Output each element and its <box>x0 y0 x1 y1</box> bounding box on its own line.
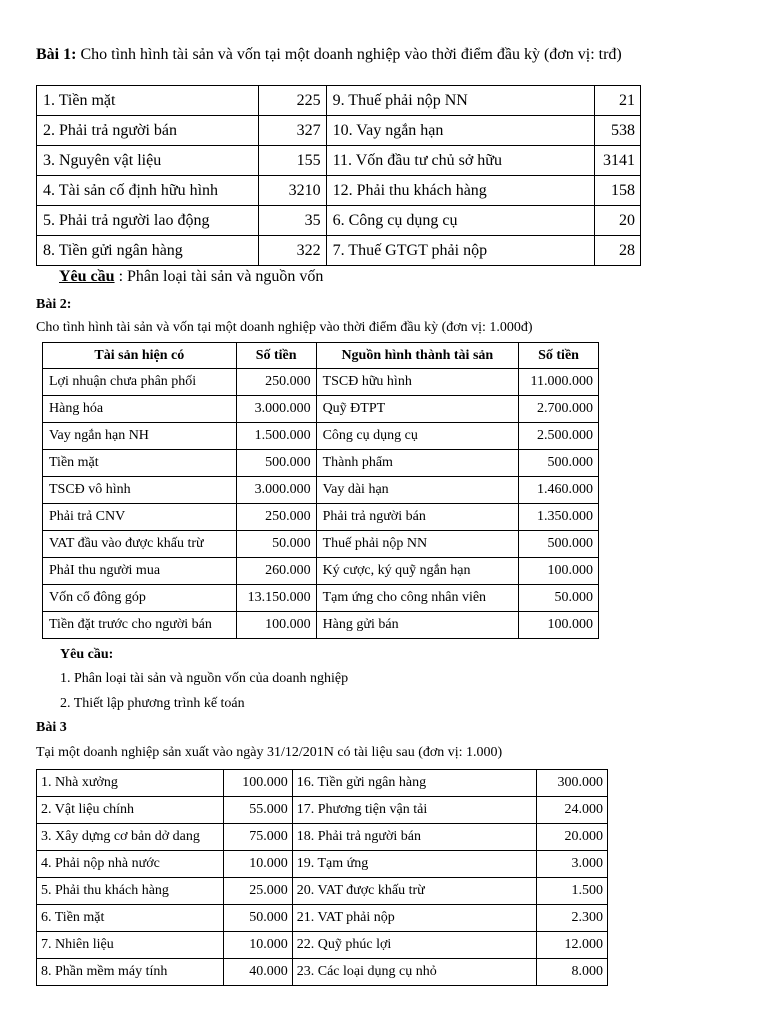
table-row <box>37 905 608 932</box>
item-name-cell: 3. Xây dựng cơ bản dở dang <box>37 824 224 851</box>
item-name-cell: 20. VAT được khấu trừ <box>292 878 536 905</box>
amount-cell: 3.000.000 <box>236 396 316 423</box>
table-row <box>37 86 641 116</box>
bai1-req-label: Yêu cầu <box>59 268 115 285</box>
item-name-cell: 5. Phải trả người lao động <box>37 206 259 236</box>
item-name-cell: Vay dài hạn <box>316 477 519 504</box>
amount-cell: 250.000 <box>236 369 316 396</box>
item-name-cell: 17. Phương tiện vận tải <box>292 797 536 824</box>
item-name-cell: PhảI thu người mua <box>43 558 237 585</box>
bai1-label: Bài 1: <box>36 46 77 63</box>
item-name-cell: 16. Tiền gửi ngân hàng <box>292 770 536 797</box>
amount-cell: 2.500.000 <box>519 423 599 450</box>
item-name-cell: Thành phẩm <box>316 450 519 477</box>
amount-cell: 40.000 <box>223 959 292 986</box>
bai2-req-item-2: 2. Thiết lập phương trình kế toán <box>60 696 245 711</box>
table-row <box>43 477 599 504</box>
item-name-cell: Hàng hóa <box>43 396 237 423</box>
bai3-heading: Bài 3 <box>36 720 67 735</box>
amount-cell: 1.500 <box>537 878 608 905</box>
amount-cell: 21 <box>595 86 641 116</box>
amount-cell: 100.000 <box>519 612 599 639</box>
table-row <box>43 450 599 477</box>
amount-cell: 260.000 <box>236 558 316 585</box>
item-name-cell: Tiền mặt <box>43 450 237 477</box>
item-name-cell: 18. Phải trả người bán <box>292 824 536 851</box>
amount-cell: 250.000 <box>236 504 316 531</box>
amount-cell: 1.350.000 <box>519 504 599 531</box>
amount-cell: 50.000 <box>223 905 292 932</box>
table-row <box>43 396 599 423</box>
amount-cell: 50.000 <box>519 585 599 612</box>
table-row <box>37 932 608 959</box>
bai1-req-text: : Phân loại tài sản và nguồn vốn <box>114 268 324 285</box>
table-row <box>37 146 641 176</box>
column-header: Nguồn hình thành tài sản <box>316 343 519 369</box>
table-row <box>43 423 599 450</box>
bai2-req-heading: Yêu cầu: <box>60 647 114 662</box>
table-row <box>37 770 608 797</box>
item-name-cell: 5. Phải thu khách hàng <box>37 878 224 905</box>
amount-cell: 28 <box>595 236 641 266</box>
column-header: Số tiền <box>236 343 316 369</box>
item-name-cell: 23. Các loại dụng cụ nhỏ <box>292 959 536 986</box>
item-name-cell: Tiền đặt trước cho người bán <box>43 612 237 639</box>
item-name-cell: 10. Vay ngắn hạn <box>326 116 594 146</box>
item-name-cell: 3. Nguyên vật liệu <box>37 146 259 176</box>
amount-cell: 3210 <box>258 176 326 206</box>
bai2-table <box>42 342 599 639</box>
amount-cell: 155 <box>258 146 326 176</box>
table-row <box>37 797 608 824</box>
table-row <box>43 585 599 612</box>
bai2-req-item-1: 1. Phân loại tài sản và nguồn vốn của doanh nghiệp <box>60 671 349 686</box>
table-row <box>37 236 641 266</box>
bai2-heading: Bài 2: <box>36 297 72 312</box>
column-header: Tài sản hiện có <box>43 343 237 369</box>
amount-cell: 500.000 <box>519 450 599 477</box>
item-name-cell: 11. Vốn đầu tư chủ sở hữu <box>326 146 594 176</box>
table-row <box>37 851 608 878</box>
amount-cell: 50.000 <box>236 531 316 558</box>
table-row <box>37 959 608 986</box>
item-name-cell: 7. Nhiên liệu <box>37 932 224 959</box>
bai3-title: Tại một doanh nghiệp sản xuất vào ngày 31/12/201N có tài liệu sau (đơn vị: 1.000) <box>36 745 503 760</box>
table-row <box>43 531 599 558</box>
table-row <box>37 116 641 146</box>
amount-cell: 100.000 <box>223 770 292 797</box>
item-name-cell: Công cụ dụng cụ <box>316 423 519 450</box>
table-row <box>37 878 608 905</box>
amount-cell: 1.460.000 <box>519 477 599 504</box>
item-name-cell: Thuế phải nộp NN <box>316 531 519 558</box>
column-header: Số tiền <box>519 343 599 369</box>
item-name-cell: 1. Nhà xưởng <box>37 770 224 797</box>
item-name-cell: VAT đầu vào được khấu trừ <box>43 531 237 558</box>
item-name-cell: 4. Phải nộp nhà nước <box>37 851 224 878</box>
item-name-cell: 6. Tiền mặt <box>37 905 224 932</box>
amount-cell: 2.700.000 <box>519 396 599 423</box>
amount-cell: 100.000 <box>519 558 599 585</box>
table-row <box>37 206 641 236</box>
bai1-title-text: Cho tình hình tài sản và vốn tại một doanh nghiệp vào thời điểm đầu kỳ (đơn vị: trđ) <box>76 46 622 63</box>
amount-cell: 24.000 <box>537 797 608 824</box>
table-row <box>37 176 641 206</box>
amount-cell: 10.000 <box>223 851 292 878</box>
amount-cell: 1.500.000 <box>236 423 316 450</box>
amount-cell: 35 <box>258 206 326 236</box>
item-name-cell: Phải trả CNV <box>43 504 237 531</box>
item-name-cell: 2. Vật liệu chính <box>37 797 224 824</box>
item-name-cell: 9. Thuế phải nộp NN <box>326 86 594 116</box>
amount-cell: 327 <box>258 116 326 146</box>
amount-cell: 3.000.000 <box>236 477 316 504</box>
bai1-title <box>36 46 622 64</box>
bai3-table <box>36 769 608 986</box>
item-name-cell: 6. Công cụ dụng cụ <box>326 206 594 236</box>
table-row <box>43 369 599 396</box>
amount-cell: 12.000 <box>537 932 608 959</box>
item-name-cell: Vốn cổ đông góp <box>43 585 237 612</box>
amount-cell: 75.000 <box>223 824 292 851</box>
amount-cell: 11.000.000 <box>519 369 599 396</box>
bai1-requirement <box>59 268 323 286</box>
item-name-cell: 1. Tiền mặt <box>37 86 259 116</box>
table-row <box>37 824 608 851</box>
amount-cell: 500.000 <box>519 531 599 558</box>
amount-cell: 10.000 <box>223 932 292 959</box>
item-name-cell: 2. Phải trả người bán <box>37 116 259 146</box>
amount-cell: 225 <box>258 86 326 116</box>
table-row <box>43 558 599 585</box>
item-name-cell: Tạm ứng cho công nhân viên <box>316 585 519 612</box>
item-name-cell: 7. Thuế GTGT phải nộp <box>326 236 594 266</box>
amount-cell: 55.000 <box>223 797 292 824</box>
item-name-cell: 21. VAT phải nộp <box>292 905 536 932</box>
item-name-cell: 4. Tài sản cố định hữu hình <box>37 176 259 206</box>
bai2-header-row <box>43 343 599 369</box>
bai2-title: Cho tình hình tài sản và vốn tại một doanh nghiệp vào thời điểm đầu kỳ (đơn vị: 1.000đ) <box>36 320 533 335</box>
amount-cell: 322 <box>258 236 326 266</box>
item-name-cell: 12. Phải thu khách hàng <box>326 176 594 206</box>
item-name-cell: Ký cược, ký quỹ ngắn hạn <box>316 558 519 585</box>
amount-cell: 13.150.000 <box>236 585 316 612</box>
item-name-cell: Hàng gửi bán <box>316 612 519 639</box>
item-name-cell: Vay ngắn hạn NH <box>43 423 237 450</box>
amount-cell: 8.000 <box>537 959 608 986</box>
amount-cell: 538 <box>595 116 641 146</box>
item-name-cell: TSCĐ hữu hình <box>316 369 519 396</box>
item-name-cell: Phải trả người bán <box>316 504 519 531</box>
item-name-cell: Quỹ ĐTPT <box>316 396 519 423</box>
table-row <box>43 612 599 639</box>
item-name-cell: 8. Tiền gửi ngân hàng <box>37 236 259 266</box>
table-row <box>43 504 599 531</box>
item-name-cell: 22. Quỹ phúc lợi <box>292 932 536 959</box>
amount-cell: 100.000 <box>236 612 316 639</box>
item-name-cell: 8. Phần mềm máy tính <box>37 959 224 986</box>
item-name-cell: 19. Tạm ứng <box>292 851 536 878</box>
item-name-cell: TSCĐ vô hình <box>43 477 237 504</box>
amount-cell: 25.000 <box>223 878 292 905</box>
amount-cell: 3141 <box>595 146 641 176</box>
amount-cell: 158 <box>595 176 641 206</box>
amount-cell: 300.000 <box>537 770 608 797</box>
amount-cell: 3.000 <box>537 851 608 878</box>
amount-cell: 20.000 <box>537 824 608 851</box>
item-name-cell: Lợi nhuận chưa phân phối <box>43 369 237 396</box>
amount-cell: 500.000 <box>236 450 316 477</box>
amount-cell: 20 <box>595 206 641 236</box>
amount-cell: 2.300 <box>537 905 608 932</box>
bai1-table <box>36 85 641 266</box>
